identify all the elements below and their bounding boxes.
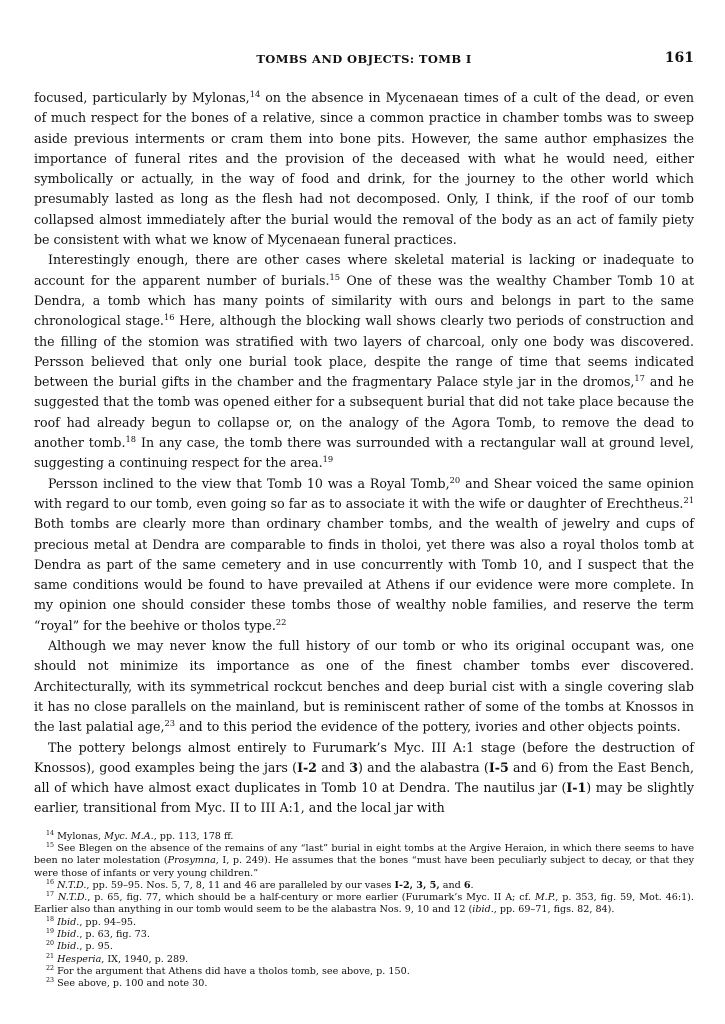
footnote-ref: 19 [322, 454, 334, 465]
text-run: . [470, 879, 474, 891]
footnote [34, 954, 694, 966]
footnote-ref: 18 [125, 433, 137, 444]
text-run: , p. 63, fig. 73. [79, 929, 150, 941]
text-run: Interestingly enough, there are other cases where skeletal material is lacking or inadequate to account for the apparent number of burials. [34, 252, 694, 288]
citation-title: Hesperia [57, 953, 102, 965]
footnotes [34, 831, 694, 991]
text-run: , pp. 69–71, figs. 82, 84). [493, 904, 615, 916]
text-run: See Blegen on the absence of the remains of any “last” burial in eight tombs at the Argive Heraion, in which there seems to have been no later molestation ( [34, 842, 694, 867]
text-run: , p. 95. [79, 941, 113, 953]
body-text [34, 88, 694, 819]
footnote [34, 892, 694, 917]
text-run: ) and the alabastra ( [357, 759, 489, 775]
text-run: focused, particularly by Mylonas, [34, 90, 250, 105]
text-run: and Shear voiced the same opinion with regard to our tomb, even going so far as to associate it with the wife or daughter of Erechtheus. [34, 475, 694, 511]
footnote-ref: 23 [164, 718, 176, 729]
body-paragraph [34, 474, 694, 636]
footnote [34, 880, 694, 892]
citation-title: N.T.D. [57, 879, 87, 891]
footnote [34, 966, 694, 978]
footnote-number: 23 [46, 977, 55, 985]
text-run: on the absence in Mycenaean times of a cult of the dead, or even of much respect for the bones of a relative, since a common practice in chamber tombs was to sweep aside previous interments or cram them into bone pits. However, the same author emphasizes the importance of funeral rites and the provision of the deceased with what he would need, either symbolically or actually, in the way of food and drink, for the journey to the other world which presumably lasted as long as the flesh had not decomposed. Only, I think, if the roof of our tomb collapsed almost immediately after the burial would the removal of the body as an act of family piety be consistent with what we know of Mycenaean funeral practices. [34, 90, 695, 248]
text-run: Persson inclined to the view that Tomb 10 was a Royal Tomb, [48, 475, 450, 491]
text-run: , pp. 94–95. [79, 916, 137, 928]
footnote-number: 14 [46, 829, 55, 837]
text-run: See above, p. 100 and note 30. [54, 978, 208, 990]
citation-title: ibid. [472, 904, 494, 916]
citation-title: Ibid. [57, 929, 80, 941]
text-run: , p. 353, fig. 59, Mot. 46:1). Earlier also than anything in our tomb would seem to be the alabastra Nos. 9, 10 and 12 ( [34, 892, 694, 916]
text-run: , pp. 59–95. Nos. 5, 7, 8, 11 and 46 are paralleled by our vases [86, 879, 395, 891]
text-run: , IX, 1940, p. 289. [101, 953, 189, 965]
running-header [34, 50, 694, 72]
footnote-ref: 20 [449, 474, 461, 485]
footnote [34, 941, 694, 953]
footnote [34, 978, 694, 990]
text-run: , pp. 113, 178 ff. [153, 830, 234, 842]
footnote-ref: 17 [634, 372, 645, 383]
footnote-number: 17 [46, 890, 55, 898]
object-number: I-5 [488, 759, 509, 775]
page-number: 161 [664, 50, 694, 66]
footnote-number: 22 [46, 964, 55, 972]
footnote-ref: 14 [249, 88, 261, 99]
object-number: I-2 [297, 759, 317, 775]
object-number: 6 [463, 879, 471, 891]
body-paragraph [34, 636, 694, 737]
text-run: Both tombs are clearly more than ordinary chamber tombs, and the wealth of jewelry and cups of precious metal at Dendra are comparable to finds in tholoi, yet there was also a royal tholos tomb at Dendra as part of the same cemetery and in use concurrently with Tomb 10, and I suspect that the same conditions would be found to have prevailed at Athens if our evidence were more complete. In my opinion one should consider these tombs those of wealthy noble families, and reserve the term “royal” for the beehive or tholos type. [34, 516, 694, 633]
footnote-ref: 21 [683, 494, 694, 505]
footnote-number: 20 [46, 940, 55, 948]
page [34, 50, 694, 991]
citation-title: N.T.D. [57, 892, 88, 904]
footnote-number: 21 [46, 952, 55, 960]
footnote-number: 15 [46, 841, 55, 849]
text-run: and [316, 759, 350, 775]
text-run: ) may be slightly earlier, transitional from Myc. II to III A:1, and the local jar with [34, 780, 694, 816]
text-run: and he suggested that the tomb was opened either for a subsequent burial that did not take place because the roof had already begun to collapse or, on the analogy of the Agora Tomb, to remove the dead to another tomb. [34, 374, 694, 451]
footnote [34, 843, 694, 880]
text-run: and to this period the evidence of the pottery, ivories and other objects points. [175, 719, 681, 735]
footnote [34, 917, 694, 929]
footnote-ref: 22 [275, 616, 287, 627]
text-run: Although we may never know the full history of our tomb or who its original occupant was, one should not minimize its importance as one of the finest chamber tombs ever discovered. Architecturally, with its symmetrical rockcut benches and deep burial cist with a single covering slab it has no close parallels on the mainland, but is reminiscent rather of some of the tombs at Knossos in the last palatial age, [34, 638, 694, 735]
citation-title: Ibid. [57, 916, 80, 928]
text-run: In any case, the tomb there was surrounded with a rectangular wall at ground level, suggesting a continuing respect for the area. [34, 435, 695, 471]
body-paragraph [34, 738, 694, 819]
text-run: Mylonas, [54, 830, 105, 842]
running-title: TOMBS AND OBJECTS: TOMB I [256, 52, 472, 66]
citation-title: M.P. [534, 892, 556, 904]
text-run: Here, although the blocking wall shows clearly two periods of construction and the filling of the stomion was stratified with two layers of charcoal, only one body was discovered. Persson believed that only one burial took place, despite the range of time that seems indicated between the burial gifts in the chamber and the fragmentary Palace style jar in the dromos, [34, 313, 694, 390]
text-run: and 6) from the East Bench, all of which have almost exact duplicates in Tomb 10 at Dendra. The nautilus jar ( [34, 759, 695, 796]
footnote-number: 16 [46, 878, 55, 886]
text-run: For the argument that Athens did have a tholos tomb, see above, p. 150. [54, 965, 410, 977]
footnote-ref: 16 [163, 312, 175, 323]
object-number: 3 [349, 759, 358, 775]
text-run: , p. 65, fig. 77, which should be a half-century or more earlier (Furumark’s Myc. II A; cf. [87, 892, 535, 904]
body-paragraph [34, 250, 694, 473]
citation-title: Ibid. [57, 941, 80, 953]
object-number: I-2, 3, 5, [394, 879, 440, 891]
footnote-number: 19 [46, 927, 55, 935]
citation-title: Prosymna [167, 855, 216, 867]
body-paragraph [34, 88, 694, 250]
footnote-ref: 15 [329, 271, 341, 282]
text-run: and [439, 879, 464, 891]
text-run: The pottery belongs almost entirely to Furumark’s Myc. III A:1 stage (before the destruction of Knossos), good examples being the jars ( [34, 739, 694, 775]
footnote [34, 929, 694, 941]
object-number: I-1 [566, 780, 587, 796]
text-run: One of these was the wealthy Chamber Tomb 10 at Dendra, a tomb which has many points of similarity with ours and belongs in part to the same chronological stage. [34, 272, 694, 329]
citation-title: Myc. M.A. [104, 830, 154, 842]
text-run: , I, p. 249). He assumes that the bones “must have been peculiarly subject to decay, or that they were those of infants or very young children.” [34, 855, 694, 879]
footnote [34, 831, 694, 843]
footnote-number: 18 [46, 915, 55, 923]
